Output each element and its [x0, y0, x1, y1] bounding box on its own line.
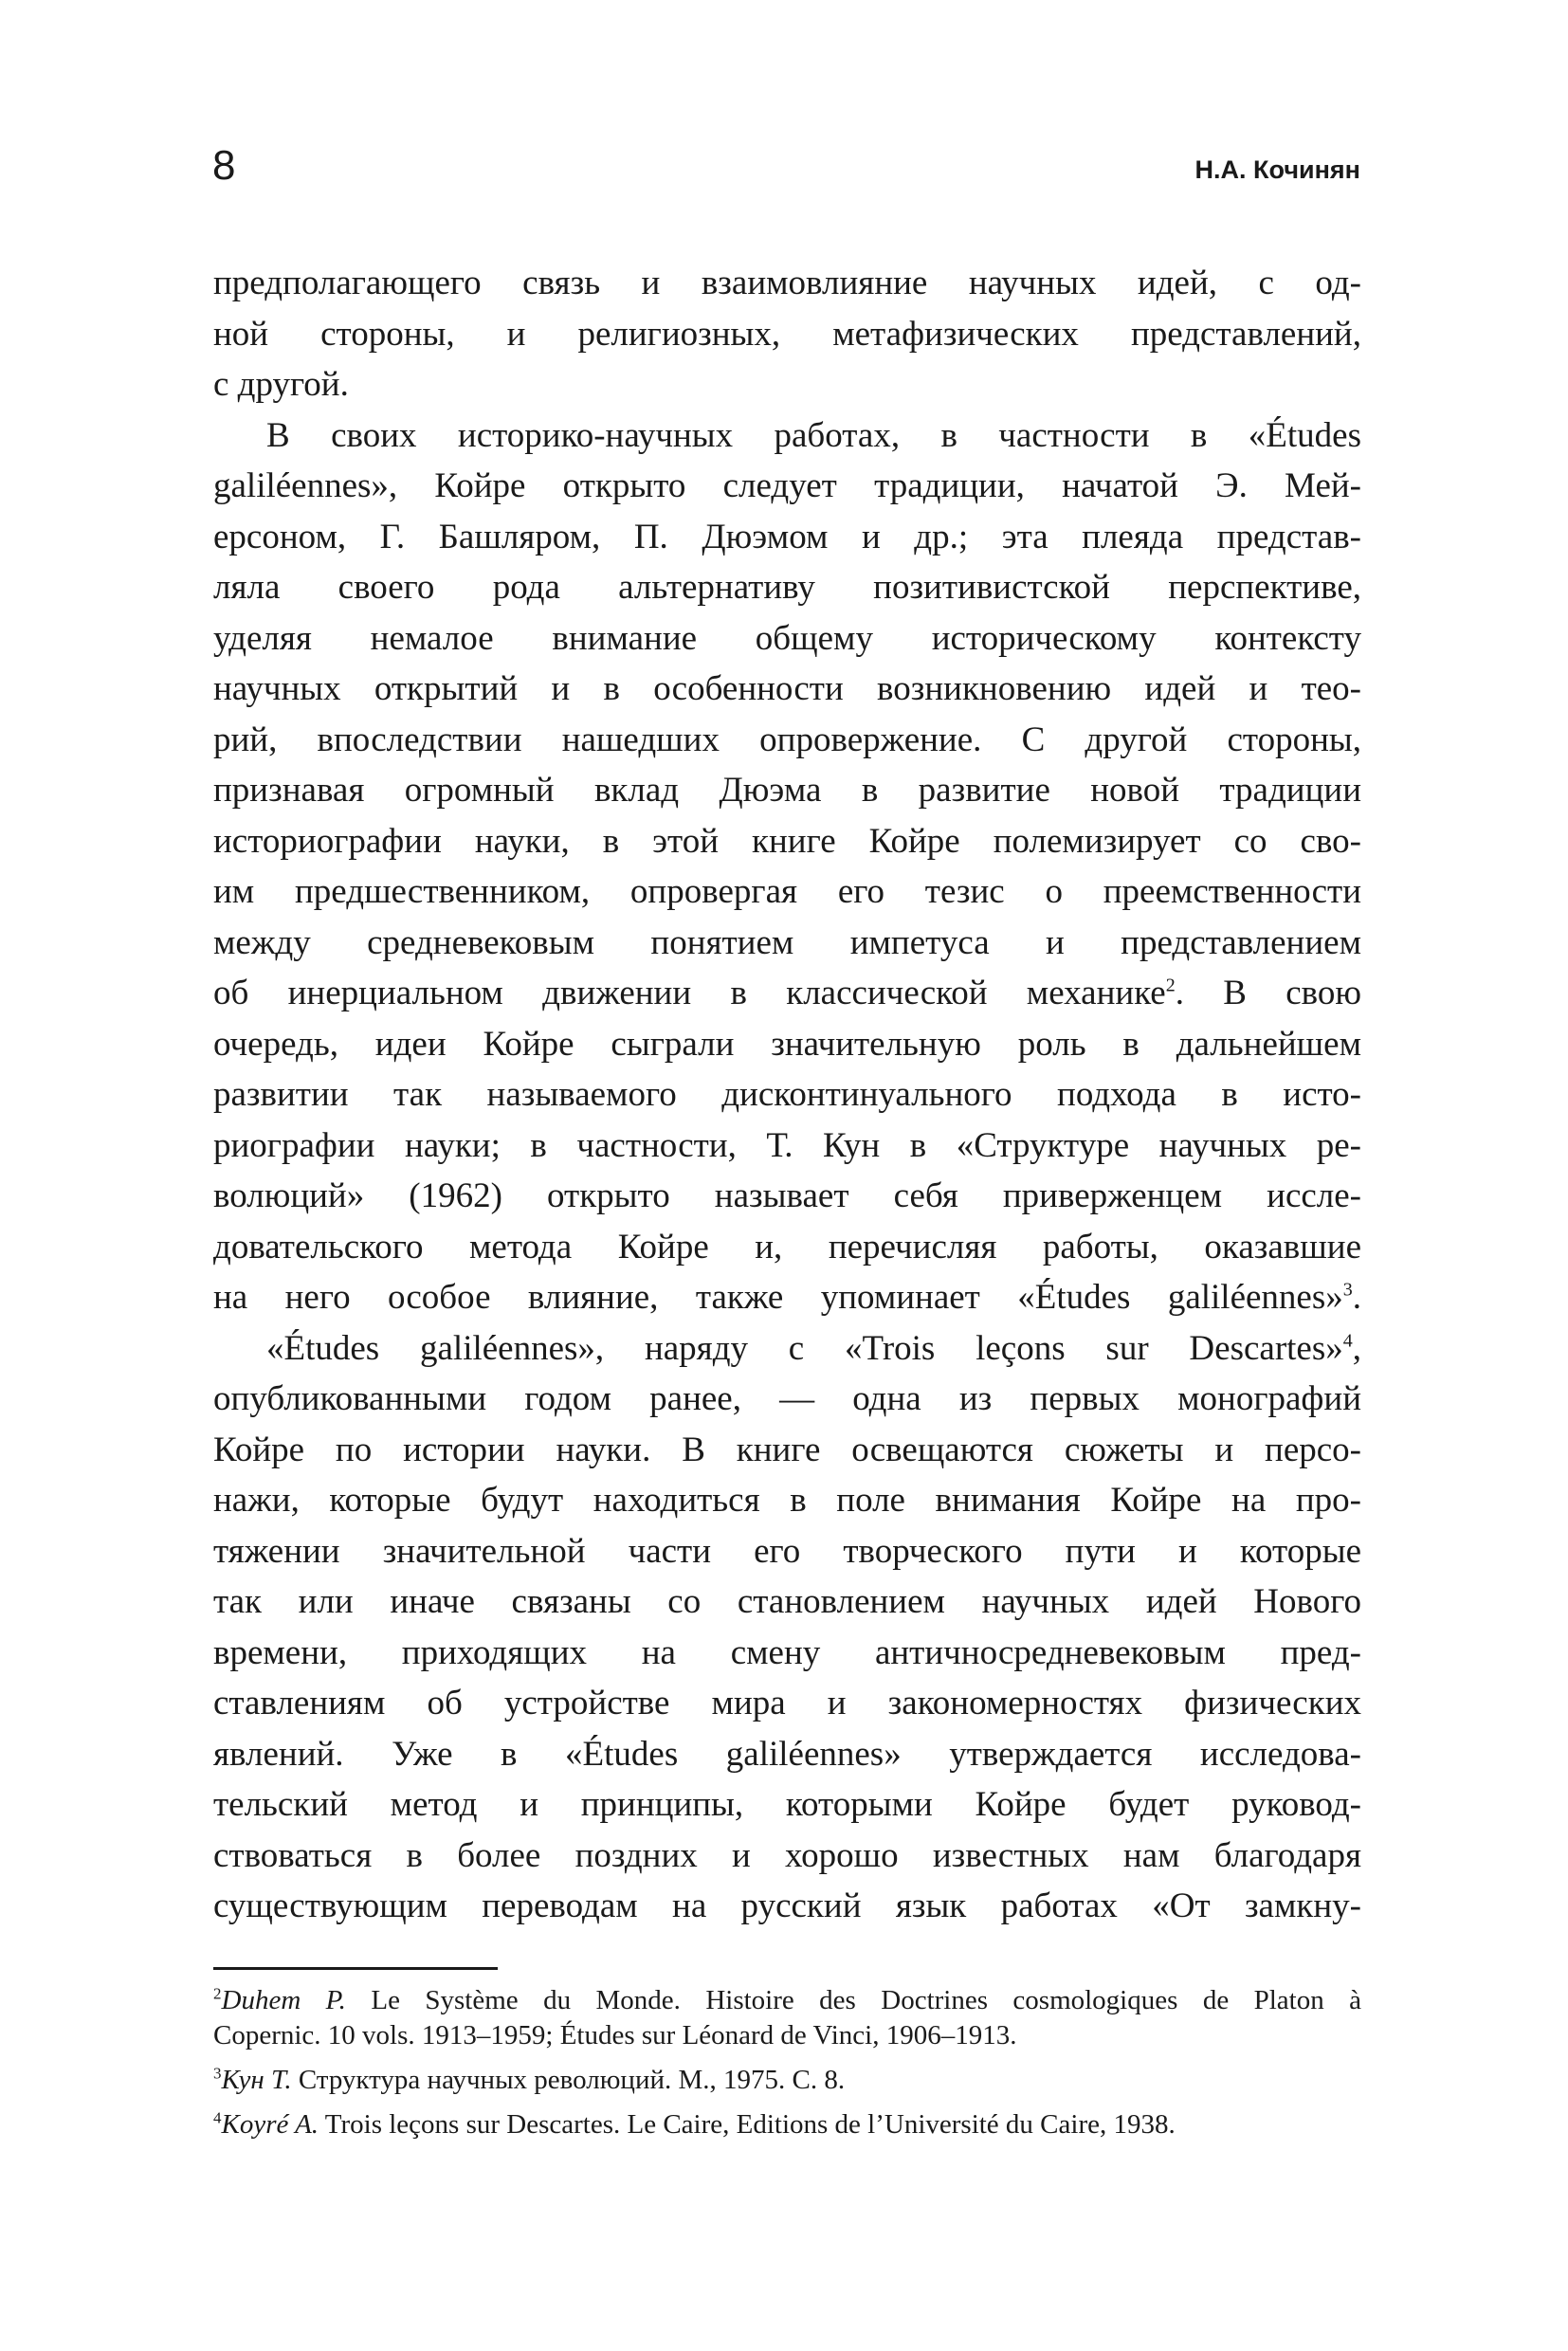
footnote-number: 3 [213, 2064, 222, 2083]
line-text: опубликованными годом ранее, — одна из первых монографий [213, 1379, 1361, 1418]
footnote-number: 2 [213, 1984, 222, 2003]
text-line [213, 866, 1361, 918]
text-line [213, 1171, 1361, 1222]
text-line [213, 1576, 1361, 1628]
footnote-separator [213, 1967, 498, 1970]
text-line [213, 715, 1361, 766]
text-line [213, 1779, 1361, 1831]
line-text: тяжении значительной части его творческого пути и которые [213, 1531, 1361, 1571]
footnote-number: 4 [213, 2108, 222, 2127]
text-line [213, 410, 1361, 462]
line-text: историографии науки, в этой книге Койре полемизирует со сво- [213, 821, 1361, 861]
line-text: риографии науки; в частности, Т. Кун в «Структуре научных ре- [213, 1125, 1361, 1165]
footnote-author: Кун Т. [221, 2065, 292, 2095]
line-text: ствоваться в более поздних и хорошо известных нам благодаря [213, 1835, 1361, 1875]
text-line [213, 1019, 1361, 1070]
text-line [213, 359, 1361, 410]
line-text: предполагающего связь и взаимовлияние научных идей, с од- [213, 264, 1361, 302]
text-line [213, 1526, 1361, 1577]
text-line [213, 1272, 1361, 1323]
line-text-after: . [1352, 1278, 1361, 1317]
line-text: об инерциальном движении в классической механике [213, 974, 1166, 1012]
text-line [213, 664, 1361, 715]
text-line [213, 1628, 1361, 1679]
text-line [213, 1678, 1361, 1729]
line-text: ставлениям об устройстве мира и закономерностях физических [213, 1684, 1361, 1722]
line-text: волюций» (1962) открыто называет себя приверженцем иссле- [213, 1176, 1361, 1215]
line-text: развитии так называемого дисконтинуального подхода в исто- [213, 1075, 1361, 1114]
text-line [213, 1121, 1361, 1172]
line-text: существующим переводам на русский язык работах «От замкну- [213, 1886, 1361, 1925]
line-text: уделяя немалое внимание общему историческому контексту [213, 618, 1361, 658]
line-text: им предшественником, опровергая его тезис о преемственности [213, 872, 1361, 911]
footnote-ref: 2 [1165, 975, 1176, 996]
text-line [213, 816, 1361, 867]
line-text: ерсоном, Г. Башляром, П. Дюэмом и др.; эта плеяда представ- [213, 517, 1361, 556]
text-line [213, 562, 1361, 613]
text-line [213, 461, 1361, 512]
text-line [213, 765, 1361, 816]
text-line [213, 1831, 1361, 1882]
footnote-text: Le Système du Monde. Histoire des Doctrines cosmologiques de Platon à [371, 1985, 1362, 2015]
running-head-author: Н.А. Кочинян [1194, 155, 1360, 184]
line-text: galiléennes», Койре открыто следует традиции, начатой Э. Мей- [213, 466, 1361, 505]
footnote-ref: 3 [1342, 1279, 1353, 1301]
text-line [213, 309, 1361, 360]
line-text: так или иначе связаны со становлением научных идей Нового [213, 1582, 1361, 1621]
text-line [213, 918, 1361, 969]
line-text: довательского метода Койре и, перечисляя работы, оказавшие [213, 1227, 1361, 1267]
line-text: В своих историко-научных работах, в частности в «Études [266, 415, 1361, 455]
line-text: с другой. [213, 365, 349, 404]
line-text-after: . В свою [1175, 974, 1362, 1012]
text-line [213, 1374, 1361, 1425]
line-text: на него особое влияние, также упоминает «Études galiléennes» [213, 1278, 1343, 1317]
text-line [213, 512, 1361, 563]
line-text: очередь, идеи Койре сыграли значительную роль в дальнейшем [213, 1024, 1361, 1064]
line-text: рий, впоследствии нашедших опровержение. С другой стороны, [213, 720, 1361, 759]
line-text: ной стороны, и религиозных, метафизических представлений, [213, 314, 1361, 354]
text-line [213, 1222, 1361, 1273]
text-line [213, 1881, 1361, 1932]
footnote-line [213, 2018, 1361, 2053]
text-line [213, 1425, 1361, 1476]
page-number: 8 [212, 142, 236, 189]
line-text-after: , [1352, 1328, 1361, 1368]
line-text: между средневековым понятием импетуса и представлением [213, 922, 1361, 962]
footnote-line [213, 2107, 1361, 2142]
line-text: научных открытий и в особенности возникновению идей и тео- [213, 669, 1361, 708]
line-text: признавая огромный вклад Дюэма в развитие новой традиции [213, 771, 1361, 810]
text-line [213, 1323, 1361, 1375]
body-text [213, 258, 1361, 1932]
footnote-author: Duhem P. [221, 1985, 346, 2015]
line-text: явлений. Уже в «Études galiléennes» утверждается исследова- [213, 1734, 1361, 1774]
text-line [213, 1069, 1361, 1121]
footnote-text: Структура научных революций. М., 1975. С. 8. [298, 2065, 846, 2095]
line-text: «Études galiléennes», наряду с «Trois leçons sur Descartes» [266, 1328, 1343, 1368]
line-text: нажи, которые будут находиться в поле внимания Койре на про- [213, 1481, 1361, 1520]
footnotes [213, 1983, 1361, 2152]
text-line [213, 613, 1361, 665]
text-line [213, 258, 1361, 309]
line-text: времени, приходящих на смену античносредневековым пред- [213, 1632, 1361, 1672]
text-line [213, 1475, 1361, 1526]
footnote-line [213, 2063, 1361, 2098]
footnote-text: Trois leçons sur Descartes. Le Caire, Editions de l’Université du Caire, 1938. [324, 2109, 1176, 2140]
footnote-ref: 4 [1342, 1330, 1353, 1352]
text-line [213, 1729, 1361, 1780]
line-text: Койре по истории науки. В книге освещаются сюжеты и персо- [213, 1430, 1361, 1469]
text-line [213, 968, 1361, 1019]
footnote-line [213, 1983, 1361, 2018]
line-text: ляла своего рода альтернативу позитивистской перспективе, [213, 568, 1361, 607]
footnote-author: Koyré A. [221, 2109, 319, 2140]
line-text: тельский метод и принципы, которыми Койре будет руковод- [213, 1785, 1361, 1824]
footnote-text: Copernic. 10 vols. 1913–1959; Études sur Léonard de Vinci, 1906–1913. [213, 2020, 1017, 2050]
